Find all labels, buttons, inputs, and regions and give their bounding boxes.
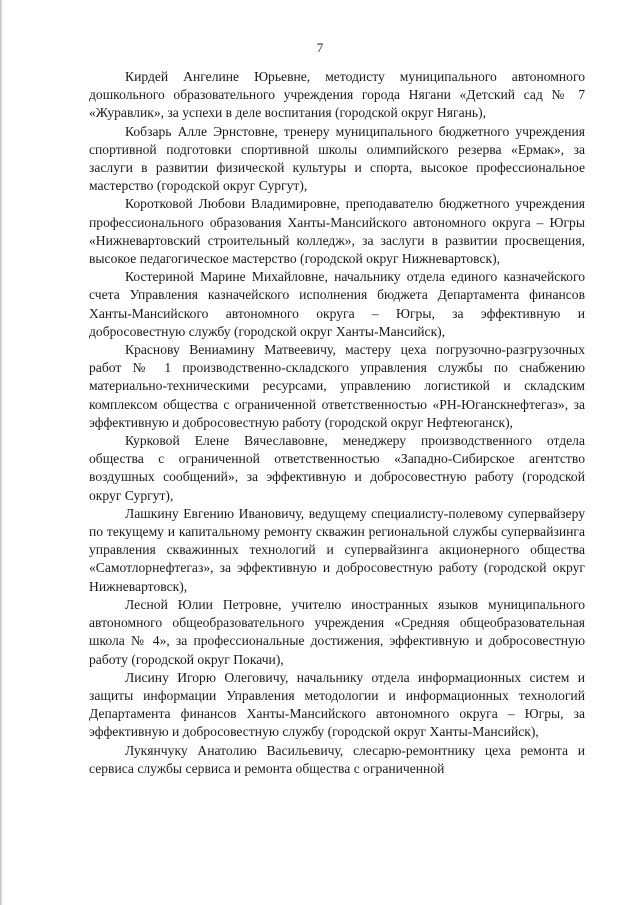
paragraph-korotkova: Коротковой Любови Владимировне, преподавателю бюджетного учреждения профессионального образования Ханты-Мансийского автономного округа – Югры «Нижневартовский строительный колледж», за заслуги в развитии просвещения, высокое педагогическое мастерство (городской округ Нижневартовск), (89, 196, 585, 267)
paragraph-kirdey: Кирдей Ангелине Юрьевне, методисту муниципального автономного дошкольного образовательного учреждения города Нягани «Детский сад № 7 «Журавлик», за успехи в деле воспитания (городской округ Нягань), (89, 69, 585, 121)
page-number: 7 (316, 40, 324, 55)
paragraph-kosterina: Костериной Марине Михайловне, начальнику отдела единого казначейского счета Управления казначейского исполнения бюджета Департамента финансов Ханты-Мансийского автономного округа – Югры, за эффективную и добросовестную службу (городской округ Ханты-Мансийск), (89, 269, 585, 339)
paragraph-lukyanchuk: Лукянчуку Анатолию Васильевичу, слесарю-ремонтнику цеха ремонта и сервиса службы сервиса и ремонта общества с ограниченной (89, 742, 585, 776)
paragraph-lisin: Лисину Игорю Олеговичу, начальнику отдела информационных систем и защиты информации Управления методологии и информационных технологий Департамента финансов Ханты-Мансийского автономного округа – Югры, за эффективную и добросовестную службу (городской округ Ханты-Мансийск), (89, 669, 585, 740)
paragraph-krasnov: Краснову Вениамину Матвеевичу, мастеру цеха погрузочно-разгрузочных работ № 1 производственно-складского управления службы по снабжению материально-техническими ресурсами, управлению логистикой и складским комплексом общества с ограниченной ответственностью «РН-Юганскнефтегаз», за эффективную и добросовестную работу (городской округ Нефтеюганск), (89, 342, 585, 430)
paragraph-kobzar: Кобзарь Алле Эрнстовне, тренеру муниципального бюджетного учреждения спортивной подготовки спортивной школы олимпийского резерва «Ермак», за заслуги в развитии физической культуры и спорта, высокое профессиональное мастерство (городской округ Сургут), (89, 123, 585, 194)
paragraph-lesnaya: Лесной Юлии Петровне, учителю иностранных языков муниципального автономного общеобразовательного учреждения «Средняя общеобразовательная школа № 4», за профессиональные достижения, эффективную и добросовестную работу (городской округ Покачи), (89, 596, 585, 667)
paragraph-lashkin: Лашкину Евгению Ивановичу, ведущему специалисту-полевому супервайзеру по текущему и капитальному ремонту скважин региональной службы супервайзинга управления скважинных технологий и супервайзинга акционерного общества «Самотлорнефтегаз», за эффективную и добросовестную работу (городской округ Нижневартовск), (89, 505, 585, 594)
paragraph-kurkova: Курковой Елене Вячеславовне, менеджеру производственного отдела общества с ограниченной ответственностью «Западно-Сибирское агентство воздушных сообщений», за эффективную и добросовестную работу (городской округ Сургут), (89, 433, 585, 503)
document-body (89, 68, 585, 778)
scan-edge (0, 0, 3, 905)
